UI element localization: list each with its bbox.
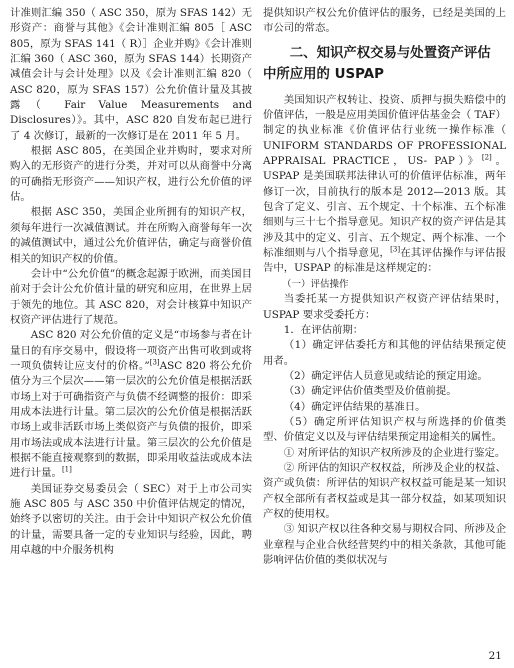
- list-item: （1）确定评估委托方和其他的评估结果预定使用者。: [263, 339, 506, 367]
- page-number: 21: [488, 650, 502, 662]
- paragraph-text: 美国知识产权转让、投资、质押与损失赔偿中的价值评估，一般是应用美国价值评估基金会（ TAF）制定的执业标准《价值评估行业统一操作标准（ UNIFORM STANDARDS OF PROFESSIONAL APPRAISAL PRACTICE，US- PAP）》: [263, 93, 506, 168]
- right-column: [263, 6, 506, 568]
- citation-ref: [2]: [481, 153, 492, 162]
- citation-ref: [1]: [61, 465, 72, 474]
- list-item: ③ 知识产权以往各种交易与期权合同、所涉及企业章程与企业合伙经营契约中的相关条款，其他可能影响评估价值的类似状况与: [263, 523, 506, 566]
- paragraph: [263, 93, 506, 277]
- paragraph-text: 在其评估操作与评估报告中，USPAP 的标准是这样规定的：: [263, 247, 507, 275]
- list-item: ② 所评估的知识产权权益，所涉及企业的权益、资产或负债：所评估的知识产权权益可能是某一知识产权全部所有者权益或是其一部分权益，如某项知识产权的使用权。: [263, 461, 506, 520]
- paragraph: 提供知识产权公允价值评估的服务，已经是美国的上市公司的常态。: [263, 7, 506, 35]
- paragraph: [10, 328, 252, 481]
- paragraph: 美国证券交易委员会（ SEC）对于上市公司实施 ASC 805 与 ASC 350 中价值评估规定的情况，始终予以密切的关注。由于会计中知识产权公允价值的计量，需要具备一定的专业知识与经验，因此，聘用卓越的中介服务机构: [10, 482, 252, 557]
- paragraph-text: ASC 820 将公允价值分为三个层次——第一层次的公允价值是根据活跃市场上对于可确指资产与负债不经调整的报价：即采用成本法进行计量。第二层次的公允价值是根据活跃市场上或非活跃市场上类似资产与负债的报价，即采用市场法或成本法进行计量。第三层次的公允价值是根据不能直接观察到的数据，即采用收益法或成本法进行计量。: [10, 359, 252, 480]
- list-item: 1．在评估前期：: [283, 323, 364, 336]
- list-item: ① 对所评估的知识产权所涉及的企业进行鉴定。: [283, 446, 506, 459]
- left-column: [10, 6, 252, 558]
- paragraph: 当委托某一方提供知识产权资产评估结果时，USPAP 要求受委托方：: [263, 293, 506, 321]
- section-heading-line: 二、知识产权交易与处置资产评估: [289, 45, 491, 61]
- paragraph-text: ASC 820 对公允价值的定义是“市场参与者在计量日的有序交易中，假设将一项资产出售可收到或将一项负债转让应支付的价格。”: [10, 329, 252, 372]
- paragraph: 计准则汇编 350（ ASC 350，原为 SFAS 142）无形资产：商誉与其他》《会计准则汇编 805［ ASC 805，原为 SFAS 141（ R）］企业并购》《会计准则汇编 360（ ASC 360，原为 SFAS 144）长期资产减值会计与会计处理》以及《会计准则汇编 820（ ASC 820，原为 SFAS 157）公允价值计量及其披露（ Fair Value Measurements and Disclosures）》。其中，ASC 820 自发布起已进行了 4 次修订，最新的一次修订是在 2011 年 5 月。: [10, 7, 252, 142]
- subsection-heading: （一）评估操作: [282, 278, 349, 290]
- section-heading-line: 中所应用的 USPAP: [263, 66, 384, 82]
- citation-ref: [3]: [390, 245, 401, 254]
- paragraph: 根据 ASC 805，在美国企业并购时，要求对所购入的无形资产的进行分类，并对可以从商誉中分离的可确指无形资产——知识产权，进行公允价值的评估。: [10, 145, 252, 204]
- paragraph-text: 。USPAP 是美国联邦法律认可的价值评估标准，两年修订一次，目前执行的版本是 2012—2013 版。其包含了定义、引言、五个规定、十个标准、五个标准细则与三十七个指导意见。知识产权的资产评估是其涉及其中的定义、引言、五个规定、两个标准、一个标准细则与八个指导意见，: [263, 155, 507, 260]
- list-item: （2）确定评估人员意见或结论的预定用途。: [283, 369, 488, 382]
- citation-ref: [3]: [149, 358, 160, 367]
- list-item: （5）确定所评估知识产权与所选择的价值类型、价值定义以及与评估结果预定用途相关的属性。: [263, 415, 506, 444]
- paragraph: 根据 ASC 350，美国企业所拥有的知识产权，须每年进行一次减值测试。并在所购入商誉每年一次的减值测试中，通过公允价值评估，确定与商誉价值相关的知识产权的价值。: [10, 206, 252, 265]
- list-item: （3）确定评估价值类型及价值前提。: [283, 385, 457, 398]
- list-item: （4）确定评估结果的基准日。: [283, 400, 426, 413]
- paragraph: 会计中“公允价值”的概念起源于欧洲，而美国目前对于会计公允价值计量的研究和应用，在世界上居于领先的地位。其 ASC 820，对会计核算中知识产权资产评估进行了规范。: [10, 267, 252, 326]
- section-heading: [263, 43, 506, 85]
